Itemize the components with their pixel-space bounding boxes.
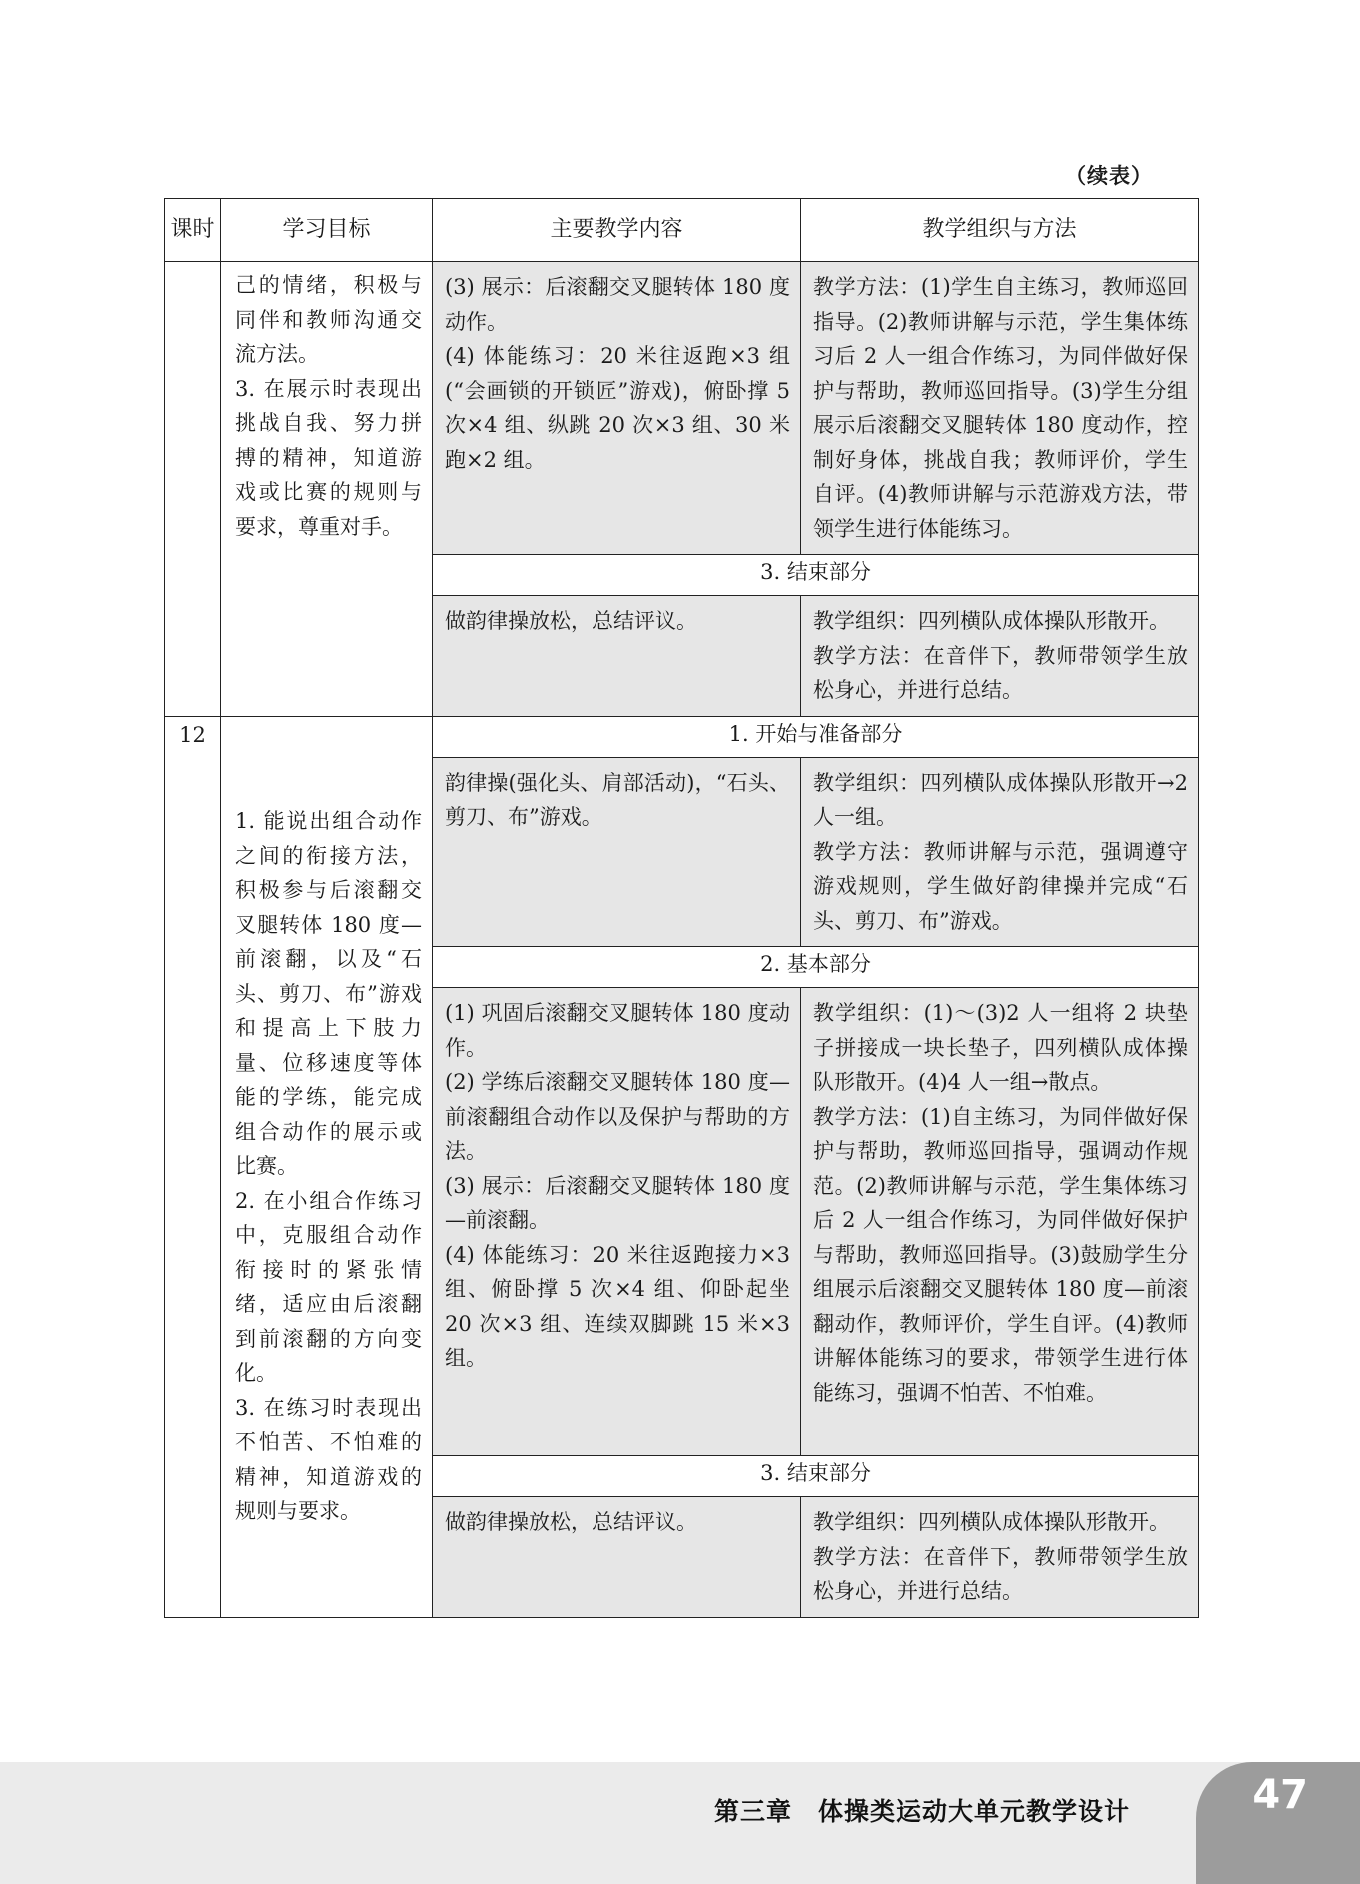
page-number: 47: [1252, 1772, 1308, 1818]
section-heading-basic: 2. 基本部分: [433, 947, 1199, 988]
content-item: (3) 展示：后滚翻交叉腿转体 180 度—前滚翻。: [445, 1173, 790, 1232]
method-item: 教学组织：四列横队成体操队形散开。: [813, 609, 1170, 633]
page-number-tab: [1196, 1762, 1360, 1884]
content-item: (1) 巩固后滚翻交叉腿转体 180 度动作。: [445, 1001, 790, 1060]
header-method: 教学组织与方法: [801, 199, 1199, 262]
content-cell: [433, 988, 801, 1456]
content-item: (4) 体能练习：20 米往返跑×3 组(“会画锁的开锁匠”游戏)，俯卧撑 5 次×4 组、纵跳 20 次×3 组、30 米跑×2 组。: [445, 344, 790, 472]
chapter-title: 第三章 体操类运动大单元教学设计: [713, 1797, 1130, 1826]
section-row: [165, 716, 1199, 757]
method-cell: [801, 262, 1199, 555]
method-cell: [801, 757, 1199, 947]
continued-label: （续表）: [1065, 164, 1153, 188]
table-header-row: [165, 199, 1199, 262]
header-goals: 学习目标: [221, 199, 433, 262]
learning-goals-cell: [221, 262, 433, 717]
content-item: (3) 展示：后滚翻交叉腿转体 180 度动作。: [445, 275, 790, 334]
method-cell: [801, 988, 1199, 1456]
method-item: 教学方法：(1)学生自主练习，教师巡回指导。(2)教师讲解与示范，学生集体练习后 2 人一组合作练习，为同伴做好保护与帮助，教师巡回指导。(3)学生分组展示后滚翻交叉腿转体 180 度动作，控制好身体，挑战自我；教师评价，学生自评。(4)教师讲解与示范游戏方法，带领学生进行体能练习。: [813, 275, 1188, 541]
content-cell: [433, 262, 801, 555]
period-cell: 12: [165, 716, 221, 1617]
method-item: 教学方法：教师讲解与示范，强调遵守游戏规则，学生做好韵律操并完成“石头、剪刀、布”游戏。: [813, 839, 1188, 933]
content-item: (2) 学练后滚翻交叉腿转体 180 度—前滚翻组合动作以及保护与帮助的方法。: [445, 1070, 790, 1163]
method-item: 教学方法：在音伴下，教师带领学生放松身心，并进行总结。: [813, 1544, 1188, 1603]
content-item: 做韵律操放松，总结评议。: [445, 1510, 697, 1534]
content-item: 韵律操(强化头、肩部活动)，“石头、剪刀、布”游戏。: [445, 770, 790, 829]
goal-paragraph: 3. 在展示时表现出挑战自我、努力拼搏的精神，知道游戏或比赛的规则与要求，尊重对手。: [235, 376, 422, 539]
goal-paragraph: 己的情绪，积极与同伴和教师沟通交流方法。: [235, 273, 422, 366]
method-item: 教学组织：四列横队成体操队形散开。: [813, 1510, 1170, 1534]
lesson-plan-table: [164, 198, 1199, 1618]
header-period: 课时: [165, 199, 221, 262]
content-cell: [433, 1497, 801, 1618]
table-row: [165, 262, 1199, 555]
method-item: 教学组织：(1)～(3)2 人一组将 2 块垫子拼接成一块长垫子，四列横队成体操队形散开。(4)4 人一组→散点。: [813, 1001, 1188, 1094]
content-cell: [433, 596, 801, 717]
method-item: 教学方法：(1)自主练习，为同伴做好保护与帮助，教师巡回指导，强调动作规范。(2)教师讲解与示范，学生集体练习后 2 人一组合作练习，为同伴做好保护与帮助，教师巡回指导。(3)鼓励学生分组展示后滚翻交叉腿转体 180 度—前滚翻动作，教师评价，学生自评。(4)教师讲解体能练习的要求，带领学生进行体能练习，强调不怕苦、不怕难。: [813, 1104, 1188, 1405]
goal-paragraph: 3. 在练习时表现出不怕苦、不怕难的精神，知道游戏的规则与要求。: [235, 1395, 422, 1524]
goal-paragraph: 2. 在小组合作练习中，克服组合动作衔接时的紧张情绪，适应由后滚翻到前滚翻的方向变化。: [235, 1188, 422, 1386]
page-footer: [0, 1762, 1360, 1884]
method-cell: [801, 1497, 1199, 1618]
method-item: 教学方法：在音伴下，教师带领学生放松身心，并进行总结。: [813, 643, 1188, 702]
goal-paragraph: 1. 能说出组合动作之间的衔接方法，积极参与后滚翻交叉腿转体 180 度—前滚翻，以及“石头、剪刀、布”游戏和提高上下肢力量、位移速度等体能的学练，能完成组合动作的展示或比赛。: [235, 809, 422, 1179]
section-heading-end: 3. 结束部分: [433, 1456, 1199, 1497]
learning-goals-cell: [221, 716, 433, 1617]
section-heading-end: 3. 结束部分: [433, 555, 1199, 596]
header-content: 主要教学内容: [433, 199, 801, 262]
section-heading-start: 1. 开始与准备部分: [433, 716, 1199, 757]
period-cell: [165, 262, 221, 717]
content-cell: [433, 757, 801, 947]
method-item: 教学组织：四列横队成体操队形散开→2 人一组。: [813, 770, 1188, 829]
method-cell: [801, 596, 1199, 717]
content-item: 做韵律操放松，总结评议。: [445, 609, 697, 633]
content-item: (4) 体能练习：20 米往返跑接力×3 组、俯卧撑 5 次×4 组、仰卧起坐 20 次×3 组、连续双脚跳 15 米×3 组。: [445, 1242, 790, 1370]
